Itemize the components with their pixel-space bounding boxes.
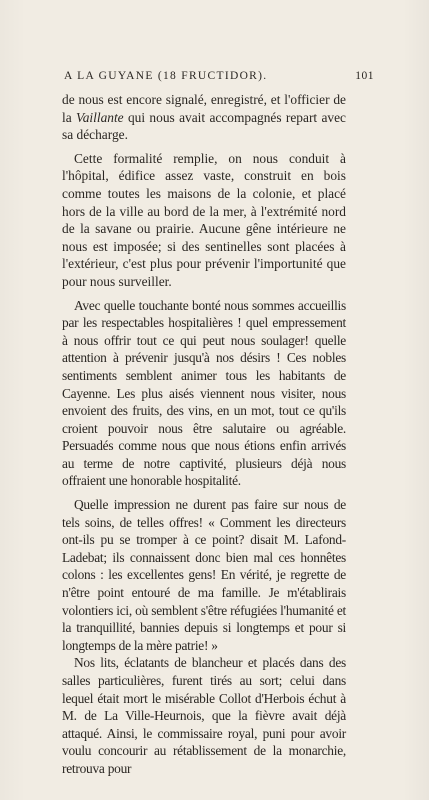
paragraph-1-text-b: qui nous avait accompagnés repart avec sa décharge. [62, 109, 346, 143]
paragraph-3: Avec quelle touchante bonté nous sommes accueillis par les respectables hospitalières ! quel empressement à nous offrir tout ce qui peut nous soulager! quelle attention à prévenir jusqu'à nos désirs ! Ces nobles sentiments semblent animer tous les habitants de Cayenne. Les plus aisés viennent nous visiter, nous envoient des fruits, des vins, en un mot, tout ce qu'ils croient pouvoir nous être salutaire ou agréable. Persuadés comme nous que nous étions enfin arrivés au terme de notre captivité, plusieurs déjà nous offraient une honorable hospitalité. [62, 297, 346, 489]
paragraph-4: Quelle impression ne durent pas faire sur nous de tels soins, de telles offres! « Comment les directeurs ont-ils pu se tromper à ce point? disait M. Lafond-Ladebat; ils connaissent donc bien mal ces honnêtes colons : les excellentes gens! En vérité, je regrette de n'être point entouré de ma famille. Je m'établirais volontiers ici, où semblent s'être réfugiées l'humanité et la tranquillité, bannies depuis si longtemps et pour si longtemps de la mère patrie! » [62, 497, 346, 653]
paragraph-1-text-a: de nous est encore signalé, enregistré, et l'officier de la [62, 92, 346, 125]
paragraph-5: Nos lits, éclatants de blancheur et placés dans des salles particulières, furent tirés au sort; celui dans lequel était mort le misérable Collot d'Herbois échut à M. de La Ville-Heurnois, que la fièvre avait déjà attaqué. Ainsi, le commissaire royal, puni pour avoir voulu concourir au rétablissement de la monarchie, retrouva pour [62, 655, 346, 776]
paragraph-1 [62, 91, 346, 144]
paragraph-2: Cette formalité remplie, on nous conduit à l'hôpital, édifice assez vaste, construit en bois comme toutes les maisons de la colonie, et placé hors de la ville au bord de la mer, à l'extrémité nord de la savane ou prairie. Aucune gêne intérieure ne nous est imposée; si des sentinelles sont placées à l'extérieur, c'est plus pour prévenir l'importunité que pour nous surveiller. [62, 150, 346, 289]
ship-name-italic: Vaillante [76, 109, 124, 125]
page-number: 101 [355, 70, 374, 82]
running-title: A LA GUYANE (18 FRUCTIDOR). [64, 70, 268, 82]
body-text [62, 91, 346, 778]
running-head [64, 70, 374, 84]
